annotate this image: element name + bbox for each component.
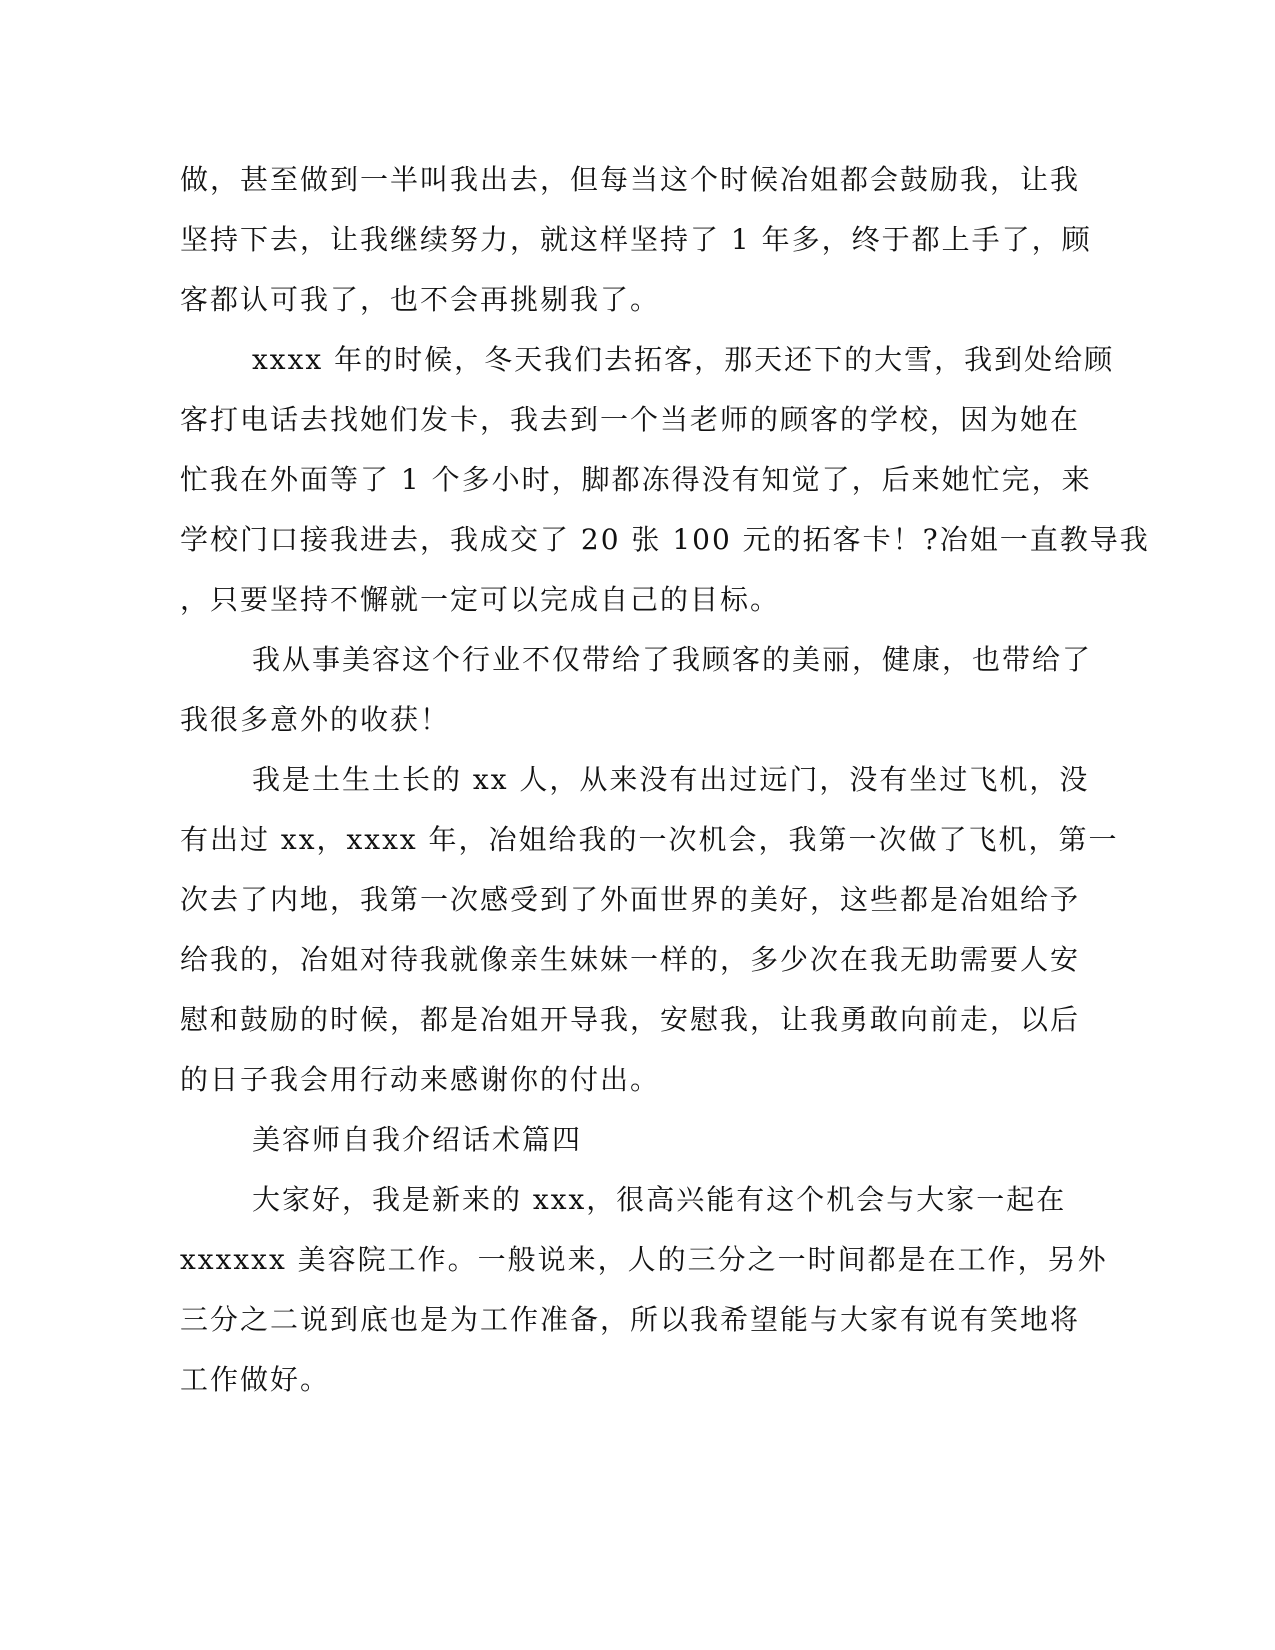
text-line: 客都认可我了，也不会再挑剔我了。 xyxy=(180,283,661,316)
text-line: 有出过 xx，xxxx 年，冶姐给我的一次机会，我第一次做了飞机，第一 xyxy=(180,823,1119,856)
text-line: 客打电话去找她们发卡，我去到一个当老师的顾客的学校，因为她在 xyxy=(180,403,1081,436)
text-line: 慰和鼓励的时候，都是冶姐开导我，安慰我，让我勇敢向前走，以后 xyxy=(180,1003,1081,1036)
text-line: 三分之二说到底也是为工作准备，所以我希望能与大家有说有笑地将 xyxy=(180,1303,1081,1336)
text-line: 忙我在外面等了 1 个多小时，脚都冻得没有知觉了，后来她忙完，来 xyxy=(180,463,1092,496)
text-line: 坚持下去，让我继续努力，就这样坚持了 1 年多，终于都上手了，顾 xyxy=(180,223,1092,256)
text-line: 学校门口接我进去，我成交了 20 张 100 元的拓客卡！?冶姐一直教导我 xyxy=(180,523,1150,556)
paragraph-start-line: 大家好，我是新来的 xxx，很高兴能有这个机会与大家一起在 xyxy=(252,1183,1067,1216)
text-line: 次去了内地，我第一次感受到了外面世界的美好，这些都是冶姐给予 xyxy=(180,883,1081,916)
text-line: xxxxxx 美容院工作。一般说来，人的三分之一时间都是在工作，另外 xyxy=(180,1243,1108,1276)
paragraph-start-line: 我是土生土长的 xx 人，从来没有出过远门，没有坐过飞机，没 xyxy=(252,763,1090,796)
document-body xyxy=(180,150,1150,1410)
text-line: 工作做好。 xyxy=(180,1363,331,1396)
text-line: ，只要坚持不懈就一定可以完成自己的目标。 xyxy=(180,583,781,616)
text-line: 给我的，冶姐对待我就像亲生妹妹一样的，多少次在我无助需要人安 xyxy=(180,943,1081,976)
text-line: 我很多意外的收获！ xyxy=(180,703,451,736)
paragraph-start-line: 我从事美容这个行业不仅带给了我顾客的美丽，健康，也带给了 xyxy=(252,643,1093,676)
text-line: 的日子我会用行动来感谢你的付出。 xyxy=(180,1063,661,1096)
section-heading: 美容师自我介绍话术篇四 xyxy=(252,1123,583,1156)
paragraph-start-line: xxxx 年的时候，冬天我们去拓客，那天还下的大雪，我到处给顾 xyxy=(252,343,1115,376)
text-line: 做，甚至做到一半叫我出去，但每当这个时候冶姐都会鼓励我，让我 xyxy=(180,163,1081,196)
